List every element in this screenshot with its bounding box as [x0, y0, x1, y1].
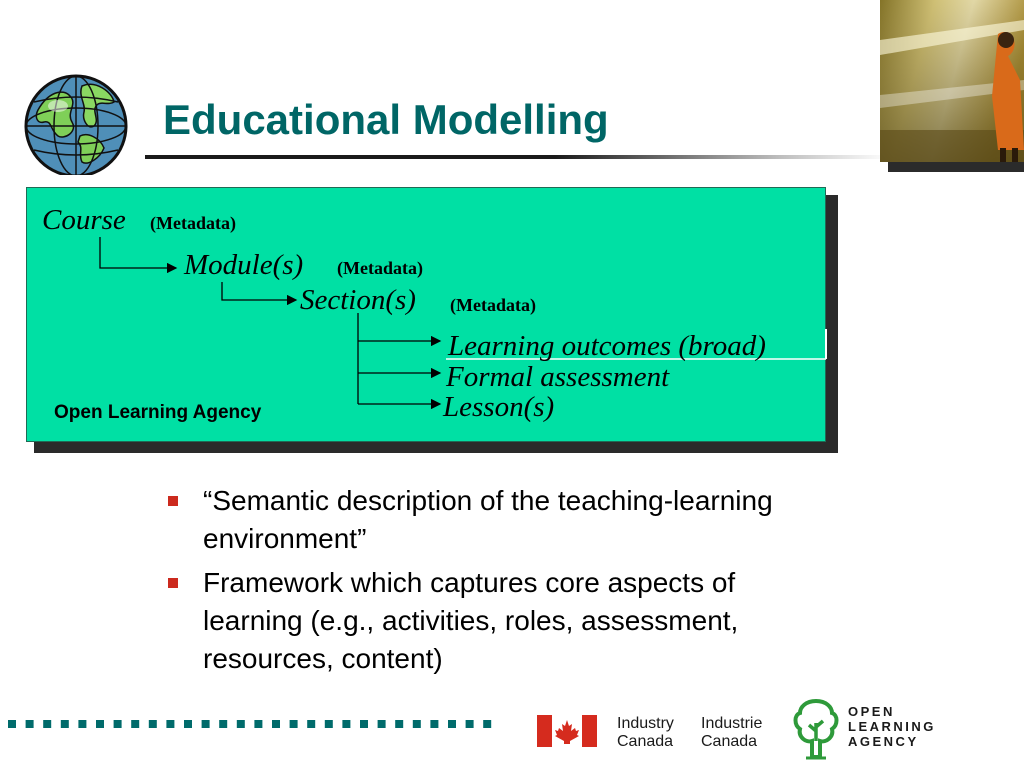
footer-dot	[430, 720, 438, 728]
module-label: Module(s)	[184, 249, 304, 281]
course-module-arrow	[100, 237, 176, 268]
subway-photo	[880, 0, 1024, 162]
footer-dot	[26, 720, 34, 728]
footer-dot	[61, 720, 69, 728]
globe-icon	[8, 40, 138, 175]
footer-dot	[184, 720, 192, 728]
tree-logo-icon	[792, 697, 840, 761]
footer-dot	[78, 720, 86, 728]
footer-dot	[202, 720, 210, 728]
course-label: Course	[42, 204, 126, 236]
outcomes-label: Learning outcomes (broad)	[448, 330, 766, 362]
organization-label: Open Learning Agency	[54, 402, 262, 423]
bullet-marker-icon	[168, 496, 178, 506]
footer-dot	[395, 720, 403, 728]
footer-dot	[466, 720, 474, 728]
title-underline	[145, 155, 890, 159]
footer-dot	[290, 720, 298, 728]
section-label: Section(s)	[300, 284, 416, 316]
footer-dot	[325, 720, 333, 728]
bullet-item	[166, 564, 826, 678]
footer-dotted-line	[8, 719, 498, 729]
bullet-marker-icon	[168, 578, 178, 588]
slide-title: Educational Modelling	[163, 96, 609, 143]
ola-wordmark: OPEN LEARNING AGENCY	[848, 704, 936, 749]
footer-dot	[166, 720, 174, 728]
section-metadata: (Metadata)	[450, 295, 536, 315]
bullet-list	[166, 482, 826, 684]
module-metadata: (Metadata)	[337, 258, 423, 278]
course-metadata: (Metadata)	[150, 213, 236, 233]
industry-canada-fr: Industrie Canada	[701, 715, 763, 750]
footer-dot	[307, 720, 315, 728]
footer-dot	[413, 720, 421, 728]
footer-dot	[237, 720, 245, 728]
footer-dot	[149, 720, 157, 728]
bullet-text: Framework which captures core aspects of learning (e.g., activities, roles, assessment, resources, content)	[203, 567, 739, 674]
assessment-label: Formal assessment	[446, 361, 670, 393]
bullet-item	[166, 482, 826, 558]
footer-dot	[272, 720, 280, 728]
footer-dot	[114, 720, 122, 728]
canada-flag-icon	[537, 715, 597, 747]
footer-dot	[43, 720, 51, 728]
lesson-label: Lesson(s)	[443, 391, 555, 423]
footer-dot	[131, 720, 139, 728]
footer-dot	[378, 720, 386, 728]
footer-dot	[96, 720, 104, 728]
footer-dot	[360, 720, 368, 728]
footer-dot	[448, 720, 456, 728]
footer-dot	[483, 720, 491, 728]
module-section-arrow	[222, 282, 296, 300]
bullet-text: “Semantic description of the teaching-learning environment”	[203, 485, 773, 554]
footer-dot	[342, 720, 350, 728]
footer-dot	[254, 720, 262, 728]
footer-dot	[8, 720, 16, 728]
footer-dot	[219, 720, 227, 728]
industry-canada-en: Industry Canada	[617, 715, 674, 750]
